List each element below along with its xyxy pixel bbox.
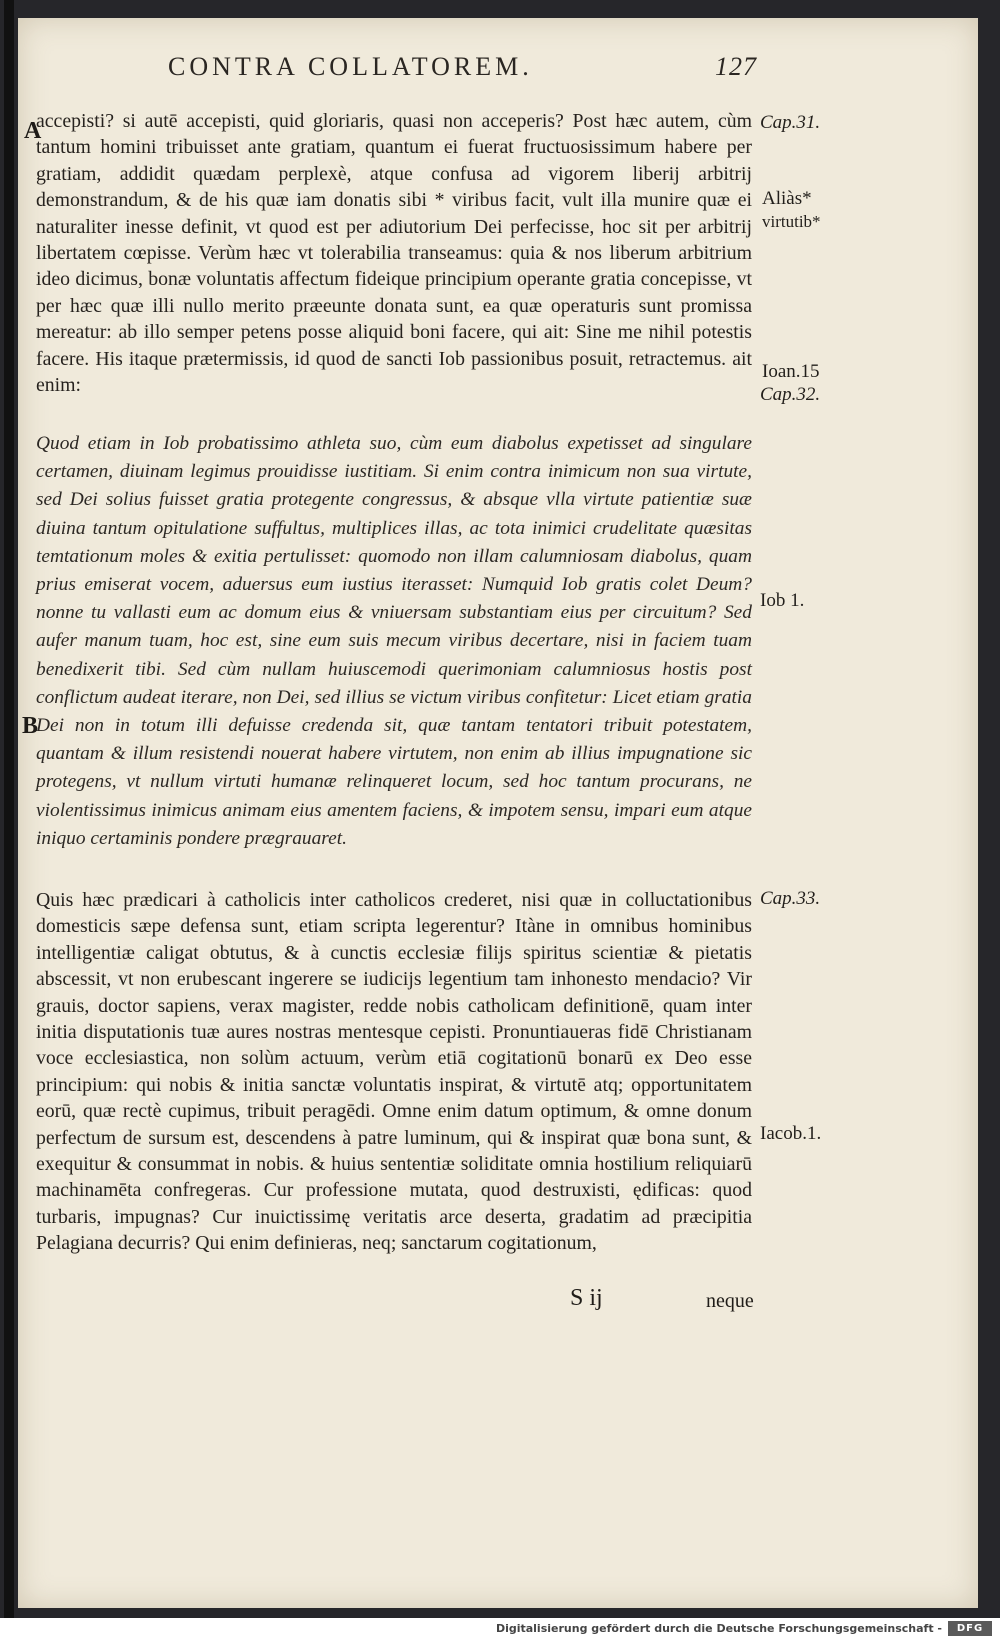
side-note-virtutib: virtutib*	[762, 212, 821, 231]
book-spine-shadow	[4, 0, 14, 1618]
page-number: 127	[715, 52, 757, 81]
dfg-logo-icon: DFG	[948, 1621, 992, 1636]
margin-mark-b: B	[22, 713, 39, 739]
side-note-iacob: Iacob.1.	[760, 1123, 822, 1144]
side-note-ioan: Ioan.15	[762, 361, 820, 382]
signature-mark: S ij	[570, 1285, 603, 1311]
margin-mark-a: A	[24, 118, 42, 144]
running-title: CONTRA COLLATOREM.	[168, 52, 533, 81]
paragraph-cap31: accepisti? si autē accepisti, quid gloriaris, quasi non acceperis? Post hæc autem, cùm tantum homini tribuisset ante gratiam, quantum ei fuerat fructuosissimum habere per gratiam, addidit quædam perplexè, atque confusa ad vigorem liberij arbitrij demonstrandum, & de his quæ iam donatis sibi * viribus facit, vult illa munire quæ ei naturaliter inesse definit, vt quod est per adiutorium Dei perfecisse, hoc sit per arbitrij libertatem cœpisse. Verùm hæc vt tolerabilia transeamus: quia & nos liberum arbitrium ideo dicimus, bonæ voluntatis affectum fideique principium operante gratia concepisse, vt per hæc quæ illi nullo merito præeunte donata sunt, ea quæ operaturis sunt promissa mereatur: ab illo semper petens posse aliquid boni facere, qui ait: Sine me nihil potestis facere. His itaque prætermissis, id quod de sancti Iob passionibus posuit, retractemus. ait enim:	[36, 110, 752, 397]
side-note-cap33: Cap.33.	[760, 888, 821, 909]
side-note-alias: Aliàs*	[762, 188, 812, 209]
side-note-iob: Iob 1.	[760, 590, 805, 611]
catchword: neque	[706, 1290, 754, 1312]
side-note-cap31: Cap.31.	[760, 112, 821, 133]
paragraph-cap33: Quis hæc prædicari à catholicis inter catholicos crederet, nisi quæ in colluctationibus domesticis sæpe defensa sunt, etiam scripta legerentur? Itàne in omnibus hominibus intelligentiæ caligat obtutus, & à cunctis ecclesiæ filijs spiritus scientiæ & pietatis abscessit, vt non erubescant ingerere se iudicijs legentium tam inhonesto mendacio? Vir grauis, doctor sapiens, verax magister, redde nobis catholicam definitionē, quam inter initia disputationis tuæ aures nostras mentesque cepisti. Pronuntiaueras fidē Christianam voce ecclesiastica, non solùm actuum, verùm etiā cogitationū bonarū ex Deo esse principium: qui nobis & initia sanctæ voluntatis inspirat, & virtutē atq; opportunitatem eorū, quæ rectè cupimus, tribuit peragēdi. Omne enim datum optimum, & omne donum perfectum de sursum est, descendens à patre luminum, qui & inspirat quæ bona sunt, & exequitur & consummat in nobis. & huius sententiæ soliditate omnia hostilium reliquiarū machinamēta confregeras. Cur professione mutata, quod destruxisti, ędificas: quod turbaris, impugnas? Cur inuictissimę veritatis arce deserta, gradatim ad præcipitia Pelagiana decurris? Qui enim definieras, neq; sanctarum cogitationum,	[36, 889, 752, 1255]
side-note-cap32: Cap.32.	[760, 384, 821, 405]
digitization-credit: Digitalisierung gefördert durch die Deutsche Forschungsgemeinschaft -	[495, 1622, 942, 1635]
paragraph-cap32-quotation: Quod etiam in Iob probatissimo athleta suo, cùm eum diabolus expetisset ad singulare certamen, diuinam legimus prouidisse iustitiam. Si enim contra inimicum non sua virtute, sed Dei solius fuisset gratia protegente congressus, & absque vlla virtute patientiæ suæ diuina tantum opitulatione suffultus, multiplices illas, ac tota inimici crudelitate quæsitas temtationum moles & exitia pertulisset: quomodo non illam calumniosam diabolus, quam prius emiserat vocem, aduersus eum iustius iterasset: Numquid Iob gratis colet Deum? nonne tu vallasti eum ac domum eius & vniuersam substantiam eius per circuitum? Sed aufer manum tuam, hoc est, sine eum suis mecum viribus decertare, nisi in faciem tuam benedixerit tibi. Sed cùm nullam huiuscemodi querimoniam calumniosus hostis post conflictum audeat iterare, non Dei, sed illius se victum viribus confitetur: Licet etiam gratia Dei non in totum illi defuisse credenda sit, quæ tantam tentatori tribuit potestatem, quantam & illum resistendi nouerat habere virtutem, non enim ab illius impugnatione sic protegens, vt nullum virtuti humanæ relinqueret locum, sed hoc tantum procurans, ne violentissimus inimicus animam eius amentem faciens, & impotem sensu, impari eum atque iniquo certaminis pondere prægrauaret.	[36, 433, 752, 849]
